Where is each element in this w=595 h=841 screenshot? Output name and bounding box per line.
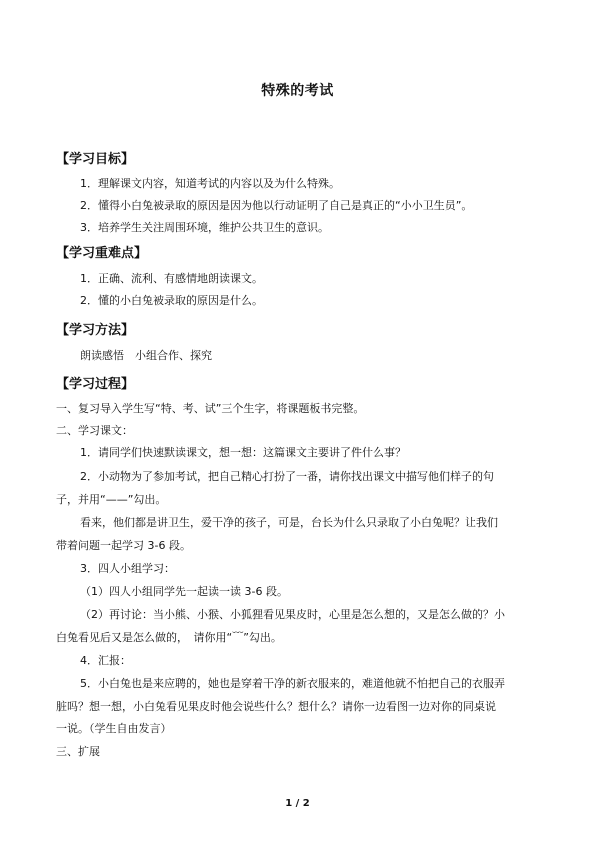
process-heading: 【学习过程】 xyxy=(56,377,135,392)
process-line: 5．小白兔也是来应聘的，她也是穿着干净的新衣服来的，难道他就不怕把自己的衣服弄 xyxy=(80,677,505,690)
process-line: 带着问题一起学习 3-6 段。 xyxy=(56,539,191,552)
process-line: 一说。（学生自由发言） xyxy=(56,722,172,735)
page-number: 1 / 2 xyxy=(285,798,310,809)
process-line: 白兔看见后又是怎么做的， 请你用“﹋”勾出。 xyxy=(56,631,282,644)
process-line: 3．四人小组学习： xyxy=(80,562,175,575)
page-title: 特殊的考试 xyxy=(261,83,334,99)
keypoint-item: 1．正确、流利、有感情地朗读课文。 xyxy=(80,272,263,285)
keypoints-heading: 【学习重难点】 xyxy=(56,246,148,261)
process-line: 二、学习课文： xyxy=(56,424,133,437)
process-line: （2）再讨论：当小熊、小猴、小狐狸看见果皮时，心里是怎么想的，又是怎么做的？小 xyxy=(80,608,505,621)
methods-text: 朗读感悟 小组合作、探究 xyxy=(80,349,212,362)
process-line: 脏吗？想一想，小白兔看见果皮时他会说些什么？想什么？请你一边看图一边对你的同桌说 xyxy=(56,700,496,713)
process-line: 子，并用“——”勾出。 xyxy=(56,493,167,506)
process-line: 看来，他们都是讲卫生，爱干净的孩子，可是，台长为什么只录取了小白兔呢？让我们 xyxy=(80,516,498,529)
methods-heading: 【学习方法】 xyxy=(56,323,135,338)
process-line: 一、复习导入学生写“特、考、试”三个生字，将课题板书完整。 xyxy=(56,402,365,415)
process-line: 1．请同学们快速默读课文，想一想：这篇课文主要讲了件什么事？ xyxy=(80,446,406,459)
goal-item: 1．理解课文内容，知道考试的内容以及为什么特殊。 xyxy=(80,177,340,190)
goal-item: 3．培养学生关注周围环境，维护公共卫生的意识。 xyxy=(80,221,329,234)
goals-heading: 【学习目标】 xyxy=(56,152,135,167)
process-line: 三、扩展 xyxy=(56,745,100,758)
keypoint-item: 2．懂的小白兔被录取的原因是什么。 xyxy=(80,294,263,307)
process-line: 2．小动物为了参加考试，把自己精心打扮了一番，请你找出课文中描写他们样子的句 xyxy=(80,470,494,483)
process-line: （1）四人小组同学先一起读一读 3-6 段。 xyxy=(80,585,288,598)
goal-item: 2．懂得小白兔被录取的原因是因为他以行动证明了自己是真正的“小小卫生员”。 xyxy=(80,199,473,212)
process-line: 4．汇报： xyxy=(80,654,131,667)
